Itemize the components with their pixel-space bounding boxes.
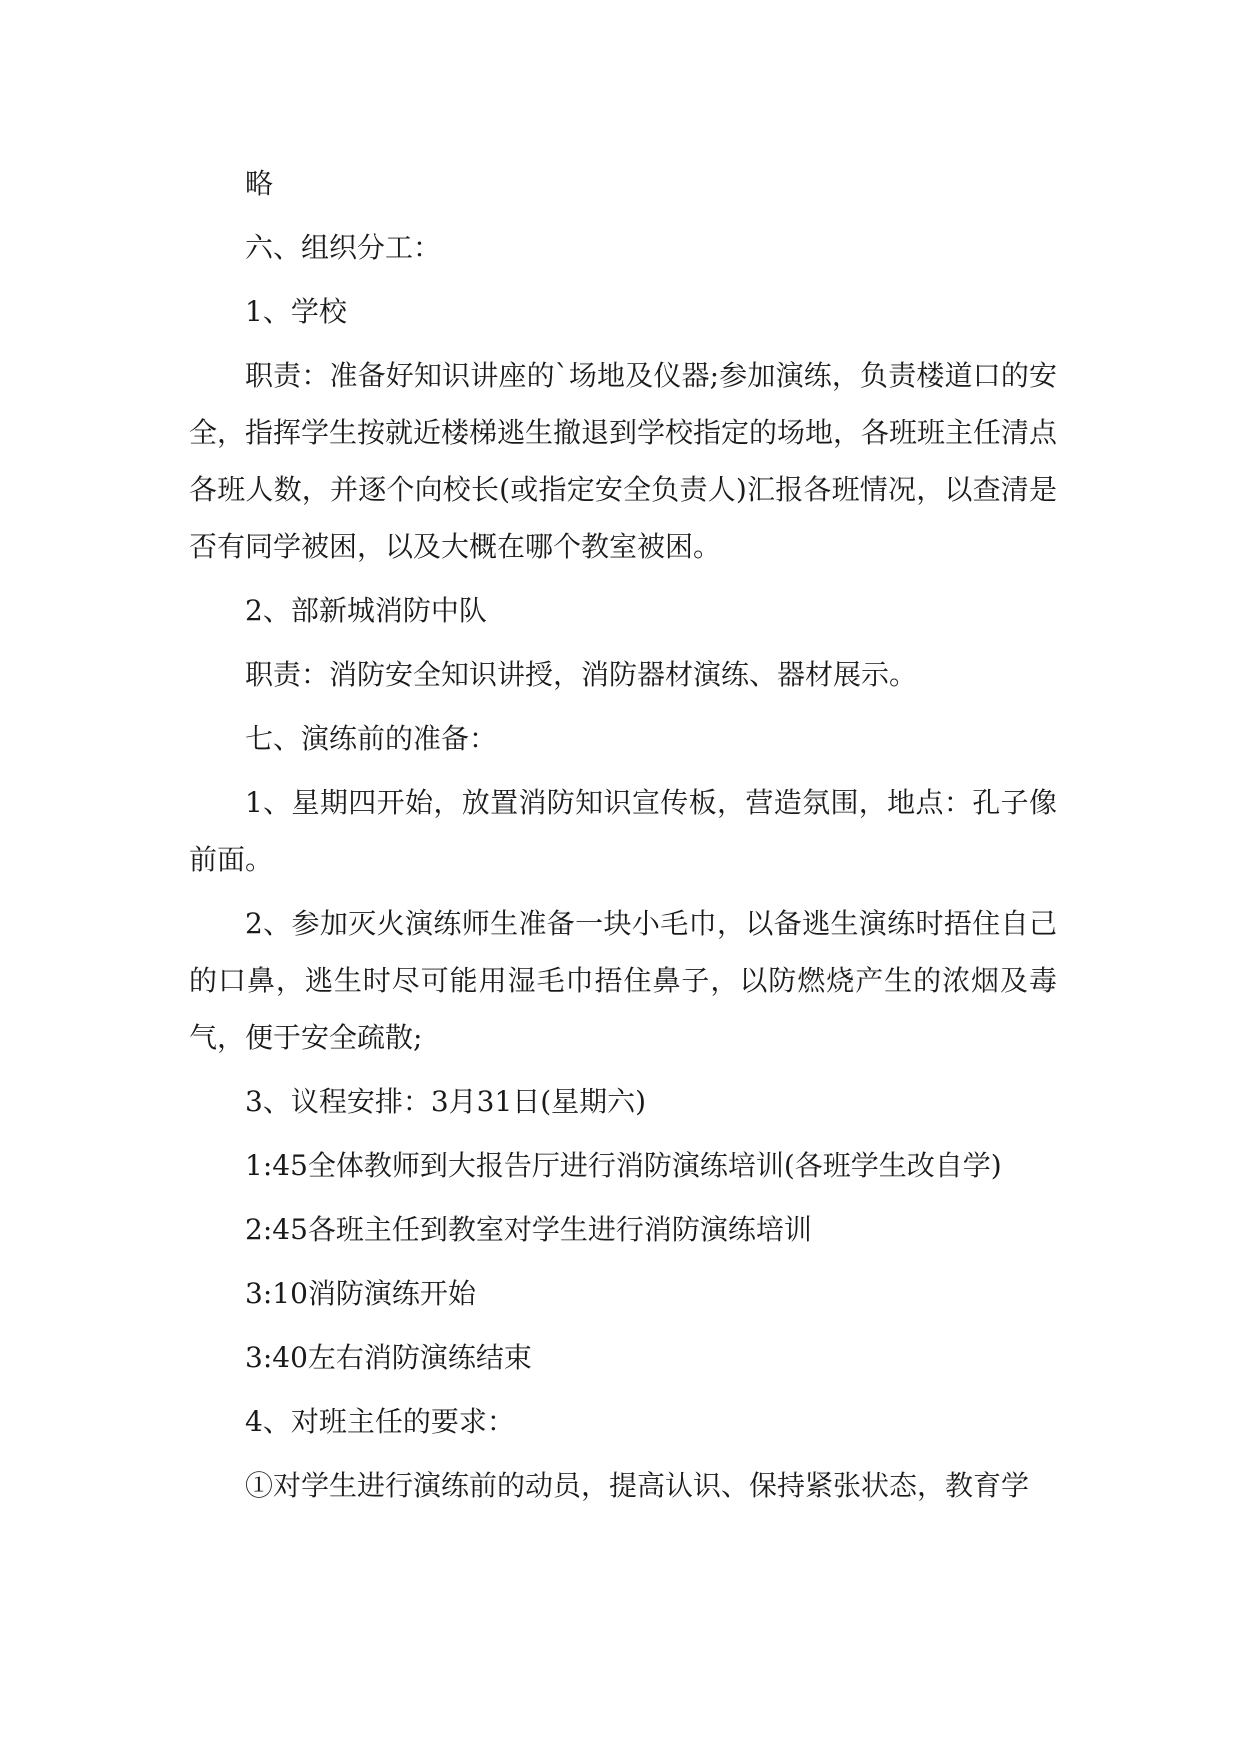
agenda-item-3: 3:10消防演练开始	[245, 1277, 476, 1310]
item-school: 1、学校	[245, 295, 347, 328]
agenda-item-4: 3:40左右消防演练结束	[245, 1341, 532, 1374]
agenda-item-2: 2:45各班主任到教室对学生进行消防演练培训	[245, 1213, 812, 1246]
paragraph-prep-1: 1、星期四开始，放置消防知识宣传板，营造氛围，地点：孔子像前面。	[189, 786, 1057, 876]
paragraph-prep-2: 2、参加灭火演练师生准备一块小毛巾，以备逃生演练时捂住自己的口鼻，逃生时尽可能用湿毛巾捂住鼻子，以防燃烧产生的浓烟及毒气，便于安全疏散;	[189, 907, 1057, 1054]
section-heading-preparation: 七、演练前的准备：	[245, 722, 498, 755]
paragraph-requirement-1: ①对学生进行演练前的动员，提高认识、保持紧张状态，教育学	[245, 1469, 1030, 1502]
item-fire-brigade: 2、部新城消防中队	[245, 594, 487, 627]
paragraph-school-duties: 职责：准备好知识讲座的`场地及仪器;参加演练，负责楼道口的安全，指挥学生按就近楼梯逃生撤退到学校指定的场地，各班班主任清点各班人数，并逐个向校长(或指定安全负责人)汇报各班情况，以查清是否有同学被困，以及大概在哪个教室被困。	[189, 359, 1058, 563]
document-body	[189, 155, 1057, 1521]
paragraph-lue: 略	[245, 167, 274, 200]
agenda-item-1: 1:45全体教师到大报告厅进行消防演练培训(各班学生改自学)	[245, 1149, 1002, 1182]
section-heading-organization: 六、组织分工：	[245, 231, 442, 264]
paragraph-teacher-requirements: 4、对班主任的要求：	[245, 1405, 515, 1438]
paragraph-agenda-heading: 3、议程安排：3月31日(星期六)	[245, 1085, 647, 1118]
paragraph-fire-brigade-duties: 职责：消防安全知识讲授，消防器材演练、器材展示。	[245, 658, 918, 691]
